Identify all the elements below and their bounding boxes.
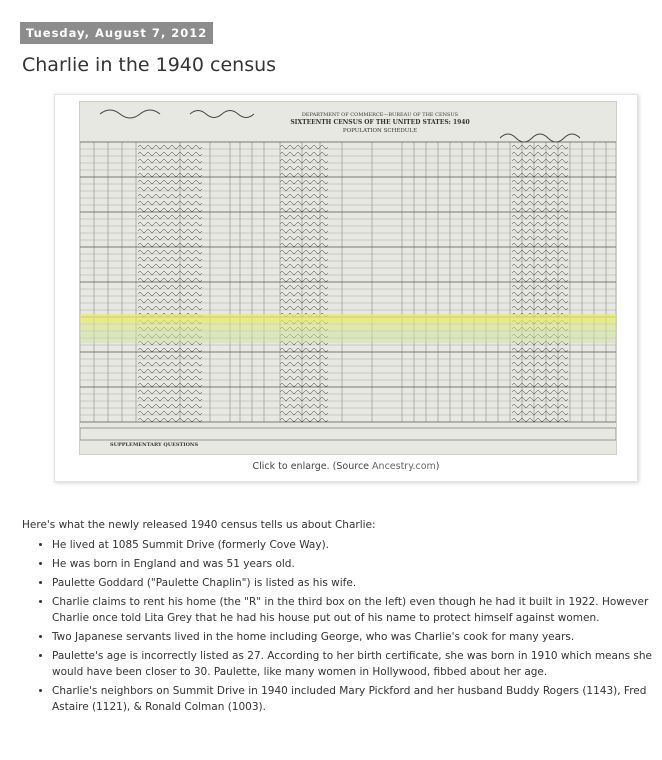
figure-caption <box>55 461 637 472</box>
highlight-row-servant-2 <box>80 336 616 343</box>
list-item: • Paulette's age is incorrectly listed as 27. According to her birth certificate, she was born in 1910 which means she would have been closer to 30. Paulette, like many women in Hollywood, fibbed about her age. <box>52 648 662 680</box>
post-title[interactable]: Charlie in the 1940 census <box>22 54 277 76</box>
list-item: • Paulette Goddard ("Paulette Chaplin") is listed as his wife. <box>52 575 662 591</box>
fact-list <box>22 537 662 718</box>
handwritten-city <box>190 111 254 118</box>
census-heading-3: POPULATION SCHEDULE <box>342 128 418 134</box>
source-link[interactable]: Ancestry.com <box>372 461 436 472</box>
census-figure[interactable] <box>54 94 638 482</box>
census-footer-label: SUPPLEMENTARY QUESTIONS <box>110 442 199 448</box>
census-scan <box>80 102 616 454</box>
census-document-image[interactable] <box>79 101 617 455</box>
highlight-row-servant-1 <box>80 329 616 336</box>
list-item: • He lived at 1085 Summit Drive (formerly Cove Way). <box>52 537 662 553</box>
list-item: • Two Japanese servants lived in the home including George, who was Charlie's cook for many years. <box>52 629 662 645</box>
list-item: • Charlie claims to rent his home (the "R" in the third box on the left) even though he had it built in 1922. However Charlie once told Lita Grey that he had his house put out of his name to protect himself against women. <box>52 594 662 626</box>
handwritten-county <box>100 110 160 118</box>
list-item: • Charlie's neighbors on Summit Drive in 1940 included Mary Pickford and her husband Buddy Rogers (1143), Fred Astaire (1121), & Ronald Colman (1003). <box>52 683 662 715</box>
caption-prefix: Click to enlarge. (Source <box>252 461 373 472</box>
highlight-row-paulette <box>80 322 616 329</box>
census-grid <box>80 142 616 440</box>
census-header <box>100 110 580 142</box>
census-heading-1: DEPARTMENT OF COMMERCE—BUREAU OF THE CENSUS <box>301 112 459 118</box>
highlight-row-charlie <box>80 314 616 322</box>
post-date-header: Tuesday, August 7, 2012 <box>20 22 213 44</box>
census-heading-2: SIXTEENTH CENSUS OF THE UNITED STATES: 1940 <box>290 119 470 126</box>
handwritten-enumerator <box>500 134 580 142</box>
intro-text: Here's what the newly released 1940 census tells us about Charlie: <box>22 519 376 531</box>
list-item: • He was born in England and was 51 years old. <box>52 556 662 572</box>
caption-suffix: ) <box>435 461 440 472</box>
